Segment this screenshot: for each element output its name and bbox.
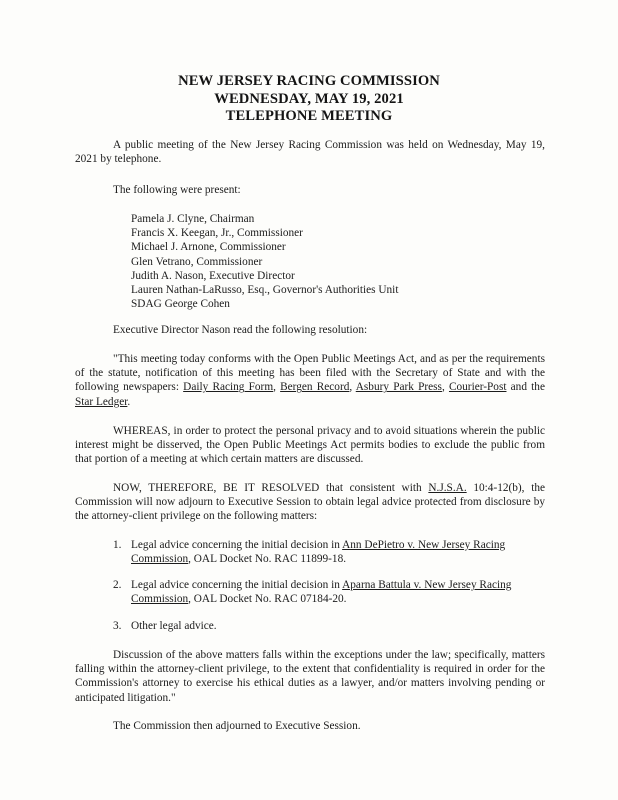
header-meeting-date: WEDNESDAY, MAY 19, 2021: [214, 90, 404, 107]
attendee-item: Judith A. Nason, Executive Director: [131, 269, 295, 282]
list-number: 1.: [113, 539, 122, 551]
attendee-item: Glen Vetrano, Commissioner: [131, 255, 263, 268]
list-number: 3.: [113, 620, 122, 632]
newspaper-name: Courier-Post: [448, 381, 507, 394]
resolution-notice-paragraph: "This meeting today conforms with the Open Public Meetings Act, and as per the requirements of the statute, notification of this meeting has been filed with the Secretary of State and with the following newspapers: Daily Racing Form, Bergen Record, Asbury Park Press, Courier-Post and the Star Ledger.: [75, 353, 545, 408]
case-name: Aparna Battula v. New Jersey Racing Commission: [131, 579, 512, 606]
document-header: [0, 73, 618, 126]
list-number: 2.: [113, 579, 122, 591]
statute-reference: N.J.S.A.: [428, 482, 467, 494]
header-commission-name: NEW JERSEY RACING COMMISSION: [178, 73, 440, 89]
attendee-item: SDAG George Cohen: [131, 298, 230, 311]
matters-list-item-1: 1. Legal advice concerning the initial decision in Ann DePietro v. New Jersey Racing Commission, OAL Docket No. RAC 11899-18.: [113, 539, 506, 566]
newspaper-name: Daily Racing Form: [183, 381, 274, 394]
resolved-paragraph: NOW, THEREFORE, BE IT RESOLVED that consistent with N.J.S.A. 10:4-12(b), the Commission will now adjourn to Executive Session to obtain legal advice protected from disclosure by the attorney-client privilege on the following matters:: [75, 482, 546, 523]
header-meeting-type: TELEPHONE MEETING: [225, 108, 393, 124]
case-name: Ann DePietro v. New Jersey Racing Commission: [131, 539, 506, 566]
newspaper-name: Star Ledger: [75, 395, 128, 408]
attendee-item: Pamela J. Clyne, Chairman: [131, 213, 255, 225]
matters-list-item-2: 2. Legal advice concerning the initial decision in Aparna Battula v. New Jersey Racing Commission, OAL Docket No. RAC 07184-20.: [113, 579, 512, 606]
present-heading: The following were present:: [113, 184, 241, 196]
newspaper-name: Bergen Record: [280, 381, 350, 394]
attendee-item: Francis X. Keegan, Jr., Commissioner: [131, 227, 303, 240]
matters-list-item-3: 3. Other legal advice.: [113, 620, 217, 632]
attendee-item: Michael J. Arnone, Commissioner: [131, 241, 286, 254]
resolution-intro: Executive Director Nason read the following resolution:: [113, 324, 368, 336]
intro-paragraph: A public meeting of the New Jersey Racing Commission was held on Wednesday, May 19, 2021 by telephone.: [75, 139, 545, 166]
newspaper-name: Asbury Park Press: [355, 381, 442, 394]
closing-line: The Commission then adjourned to Executive Session.: [113, 720, 361, 732]
attendee-item: Lauren Nathan-LaRusso, Esq., Governor's Authorities Unit: [131, 284, 399, 297]
attendee-list: [131, 212, 461, 311]
discussion-paragraph: Discussion of the above matters falls within the exceptions under the law; specifically, matters falling within the attorney-client privilege, to the extent that confidentiality is required in order for the Commission's attorney to exercise his ethical duties as a lawyer, and/or matters involving pending or anticipated litigation.": [75, 649, 545, 704]
whereas-paragraph: WHEREAS, in order to protect the personal privacy and to avoid situations wherein the public interest might be disserved, the Open Public Meetings Act permits bodies to exclude the public from that portion of a meeting at which certain matters are discussed.: [75, 425, 545, 466]
